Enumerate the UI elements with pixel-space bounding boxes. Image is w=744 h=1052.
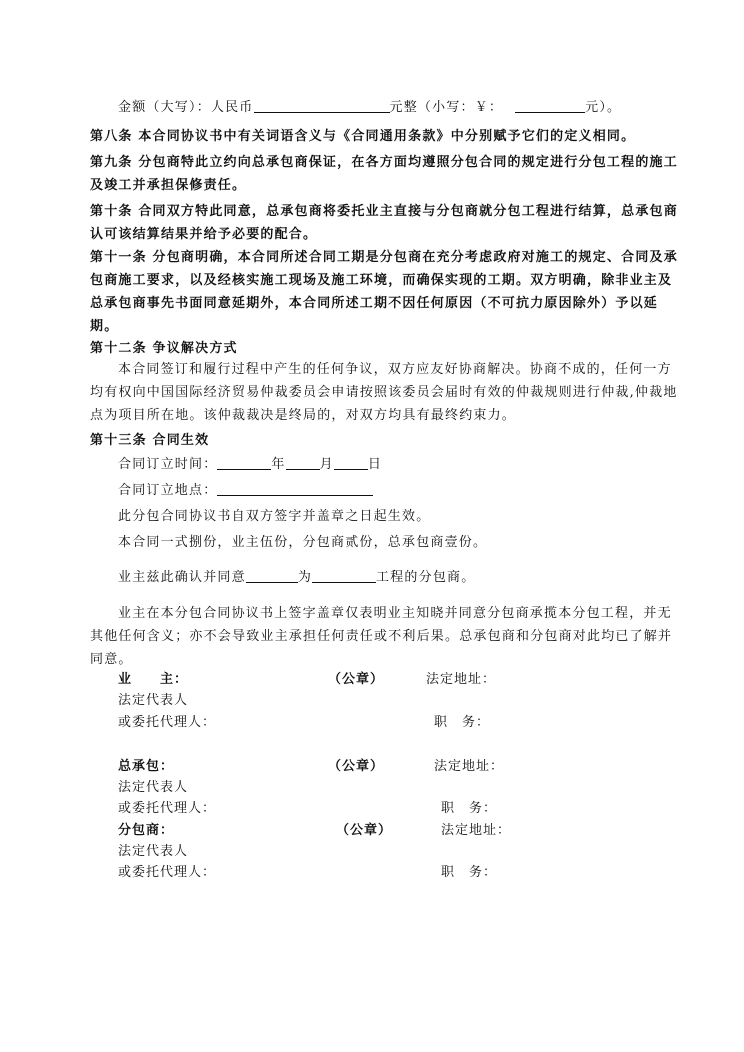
subcontractor-agent-label: 或委托代理人： [118,865,217,880]
amount-words-blank [254,98,390,113]
subcontractor-title-label: 职 务： [441,865,498,880]
clause-13-title: 第十三条 合同生效 [90,433,210,448]
clause-12-title: 第十二条 争议解决方式 [90,341,238,356]
contractor-address-label: 法定地址： [434,759,505,774]
year-blank [217,455,271,470]
owner-note: 业主在本分包合同协议书上签字盖章仅表明业主知晓并同意分包商承揽本分包工程，并无其他任何含义；亦不会导致业主承担任何责任或不利后果。总承包商和分包商对此均已了解并同意。 [90,606,673,667]
owner-confirm-line [118,568,475,588]
contract-date-label: 合同订立时间： [118,457,218,472]
owner-title-label: 职 务： [434,715,491,730]
copies-text: 本合同一式捌份，业主伍份，分包商贰份，总承包商壹份。 [118,535,488,550]
amount-figures-blank [515,98,585,113]
contractor-rep-label: 法定代表人 [118,780,189,795]
subcontractor-address-label: 法定地址： [441,823,512,838]
contractor-party-label: 总承包： [118,759,175,774]
confirm-prefix: 业主兹此确认并同意 [118,570,246,585]
confirm-suffix: 工程的分包商。 [376,570,476,585]
clause-11: 第十一条 分包商明确，本合同所述合同工期是分包商在充分考虑政府对施工的规定、合同及承包商施工要求，以及经核实施工现场及施工环境，而确保实现的工期。双方明确，除非业主及总承包商事先书面同意延期外，本合同所述工期不因任何原因（不可抗力原因除外）予以延期。 [90,250,678,334]
contractor-title-label: 职 务： [441,801,498,816]
contractor-agent-label: 或委托代理人： [118,801,217,816]
contract-place-label: 合同订立地点： [118,483,218,498]
clause-12-body: 本合同签订和履行过程中产生的任何争议，双方应友好协商解决。协商不成的，任何一方均有权向中国国际经济贸易仲裁委员会申请按照该委员会届时有效的仲裁规则进行仲裁,仲裁地点为项目所在地。该仲裁裁决是终局的，对双方均具有最终约束力。 [90,362,678,423]
contract-place-line [118,481,373,501]
place-blank [217,481,373,496]
amount-line [118,98,621,118]
owner-party-label: 业 主： [118,672,189,687]
owner-address-label: 法定地址： [426,672,497,687]
amount-end-text: 元）。 [585,100,622,115]
owner-seal-label: （公章） [328,672,385,687]
confirm-blank-1 [246,568,298,583]
confirm-mid: 为 [297,570,313,585]
clause-8: 第八条 本合同协议书中有关词语含义与《合同通用条款》中分别赋予它们的定义相同。 [90,129,636,144]
subcontractor-seal-label: （公章） [336,823,393,838]
amount-label: 金额（大写）：人民币 [118,100,254,115]
contract-date-line [118,455,382,475]
owner-rep-label: 法定代表人 [118,693,189,708]
year-label: 年 [271,457,286,472]
month-label: 月 [319,457,334,472]
day-blank [334,455,368,470]
subcontractor-party-label: 分包商： [118,823,175,838]
owner-agent-label: 或委托代理人： [118,715,217,730]
clause-9: 第九条 分包商特此立约向总承包商保证，在各方面均遵照分包合同的规定进行分包工程的施工及竣工并承担保修责任。 [90,155,678,193]
amount-mid-text: 元整（小写：￥： [389,100,504,115]
subcontractor-rep-label: 法定代表人 [118,844,189,859]
day-label: 日 [367,457,383,472]
confirm-blank-2 [312,568,376,583]
month-blank [286,455,320,470]
effective-text: 此分包合同协议书自双方签字并盖章之日起生效。 [118,509,431,524]
contractor-seal-label: （公章） [328,759,385,774]
clause-10: 第十条 合同双方特此同意，总承包商将委托业主直接与分包商就分包工程进行结算，总承包商认可该结算结果并给予必要的配合。 [90,204,678,242]
